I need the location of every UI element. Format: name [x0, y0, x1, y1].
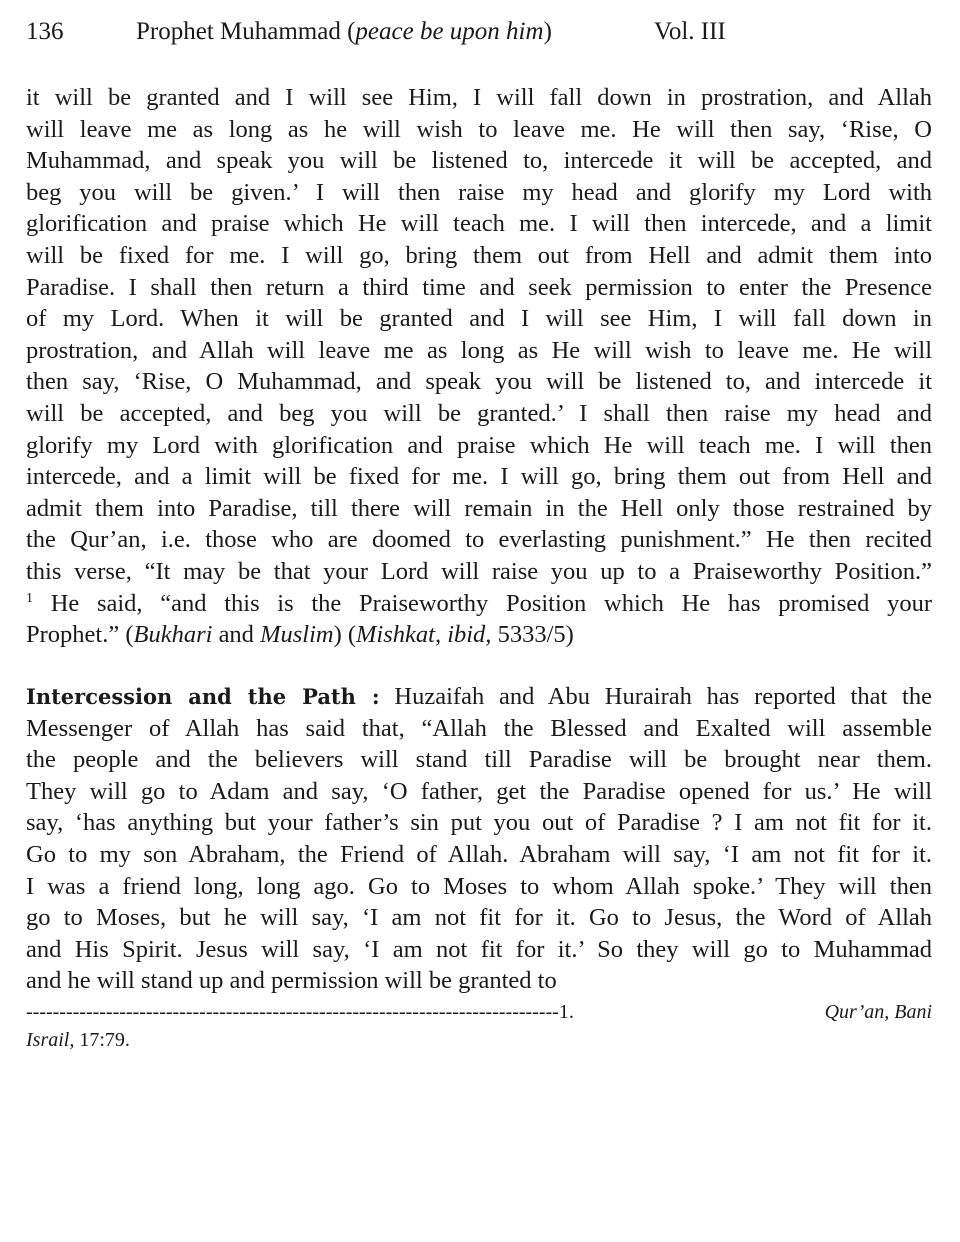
text-segment: Huzaifah and Abu Hurairah has reported that the [379, 683, 932, 710]
text-line [26, 681, 932, 713]
text-segment: glorification and praise which He will teach me. I will then intercede, and a limit [26, 210, 932, 238]
text-line [26, 240, 932, 272]
footnote-line-2 [26, 1026, 932, 1054]
text-segment: Mishkat, ibid, [356, 621, 492, 649]
text-line [26, 177, 932, 209]
text-line [26, 145, 932, 177]
text-line [26, 366, 932, 398]
section-heading: Intercession and the Path : [26, 684, 380, 709]
volume-label: Vol. III [654, 18, 726, 45]
text-segment: of my Lord. When it will be granted and I will see Him, I will fall down in [26, 305, 932, 333]
footnote-source: Qur’an, Bani [824, 1001, 932, 1023]
text-line [26, 871, 932, 903]
book-title [136, 18, 552, 46]
text-segment: intercede, and a limit will be fixed for me. I will go, bring them out from Hell and [26, 463, 932, 491]
text-segment: Bukhari [133, 621, 213, 649]
text-segment: say, ‘has anything but your father’s sin put you out of Paradise ? I am not fit for it. [26, 809, 932, 837]
text-segment: Go to my son Abraham, the Friend of Allah. Abraham will say, ‘I am not fit for it. [26, 840, 932, 868]
text-segment: They will go to Adam and say, ‘O father, get the Paradise opened for us.’ He will [26, 777, 932, 805]
text-line [26, 208, 932, 240]
text-line [26, 335, 932, 367]
text-line [26, 461, 932, 493]
text-segment: it will be granted and I will see Him, I will fall down in prostration, and Allah [26, 84, 932, 111]
text-segment: will be fixed for me. I will go, bring them out from Hell and admit them into [26, 241, 932, 269]
footnote-line-1 [26, 998, 932, 1026]
text-line [26, 713, 932, 745]
text-segment: ) ( [333, 621, 357, 649]
text-line [26, 430, 932, 462]
text-line [26, 398, 932, 430]
page-number: 136 [26, 18, 64, 45]
text-segment: will leave me as long as he will wish to leave me. He will then say, ‘Rise, O [26, 115, 932, 143]
text-line [26, 524, 932, 556]
text-line [26, 303, 932, 335]
text-line [26, 744, 932, 776]
footnote-marker: 1 [26, 590, 33, 606]
text-segment: I was a friend long, long ago. Go to Moses to whom Allah spoke.’ They will then [26, 872, 932, 900]
text-line [26, 839, 932, 871]
text-segment: Muslim [260, 621, 334, 649]
text-line [26, 272, 932, 304]
text-line [26, 934, 932, 966]
footnote-verse: 17:79. [74, 1029, 130, 1051]
text-line [26, 776, 932, 808]
book-title-italic: peace be upon him [355, 18, 544, 45]
text-segment: and [212, 621, 261, 649]
text-line [26, 965, 932, 997]
text-segment: He said, “and this is the Praiseworthy Position which He has promised your [33, 589, 932, 617]
body-paragraph-1 [26, 82, 932, 651]
body-paragraph-2 [26, 681, 932, 997]
text-line [26, 114, 932, 146]
text-segment: then say, ‘Rise, O Muhammad, and speak you will be listened to, and intercede it [26, 368, 932, 396]
footnote-rule: --------------------------------------------------------------------------------1. [26, 1001, 574, 1023]
text-segment: will be accepted, and beg you will be granted.’ I shall then raise my head and [26, 399, 932, 427]
text-line [26, 619, 932, 651]
text-segment: glorify my Lord with glorification and praise which He will teach me. I will then [26, 431, 932, 459]
text-segment: Prophet.” ( [26, 621, 134, 649]
text-segment: go to Moses, but he will say, ‘I am not fit for it. Go to Jesus, the Word of Allah [26, 904, 932, 932]
text-line [26, 556, 932, 588]
text-line [26, 807, 932, 839]
text-segment: Paradise. I shall then return a third time and seek permission to enter the Presence [26, 273, 932, 301]
text-segment: admit them into Paradise, till there will remain in the Hell only those restrained by [26, 494, 932, 522]
text-segment: 5333/5) [491, 621, 574, 649]
text-segment: and he will stand up and permission will be granted to [26, 967, 557, 995]
text-segment: prostration, and Allah will leave me as long as He will wish to leave me. He will [26, 336, 932, 364]
text-segment: and His Spirit. Jesus will say, ‘I am not fit for it.’ So they will go to Muhammad [26, 935, 932, 963]
book-title-text: Prophet Muhammad ( [136, 18, 356, 45]
footnote [26, 998, 932, 1054]
text-segment: the Qur’an, i.e. those who are doomed to everlasting punishment.” He then recited [26, 526, 932, 554]
text-segment: Messenger of Allah has said that, “Allah the Blessed and Exalted will assemble [26, 714, 932, 742]
text-line [26, 902, 932, 934]
text-segment: Muhammad, and speak you will be listened to, intercede it will be accepted, and [26, 147, 932, 175]
footnote-surah: Israil, [26, 1029, 75, 1051]
text-segment: this verse, “It may be that your Lord will raise you up to a Praiseworthy Position.” [26, 557, 932, 585]
text-segment: the people and the believers will stand till Paradise will be brought near them. [26, 746, 932, 774]
text-line [26, 588, 932, 620]
text-line [26, 493, 932, 525]
text-segment: beg you will be given.’ I will then raise my head and glorify my Lord with [26, 178, 932, 206]
text-line [26, 82, 932, 114]
book-title-close: ) [543, 18, 552, 45]
